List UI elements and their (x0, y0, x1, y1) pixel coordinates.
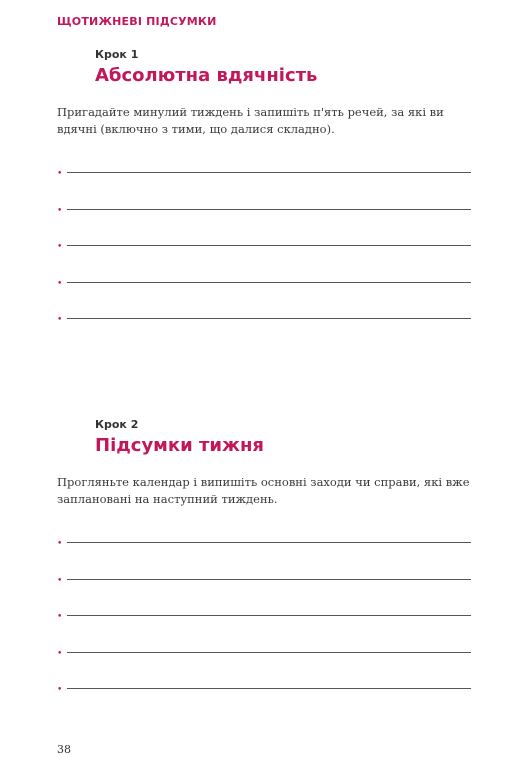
step-instruction: Прогляньте календар і випишіть основні заходи чи справи, які вже заплановані на наступний тиждень. (57, 475, 470, 506)
writing-rule (67, 318, 471, 319)
answer-lines (57, 163, 471, 325)
bullet-icon: • (57, 539, 63, 549)
answer-line[interactable] (57, 616, 471, 659)
answer-line[interactable] (57, 533, 471, 549)
bullet-icon: • (57, 169, 63, 179)
bullet-icon: • (57, 575, 63, 586)
answer-lines (57, 533, 471, 695)
bullet-icon: • (57, 648, 63, 659)
step-instruction: Пригадайте минулий тиждень і запишіть п'ять речей, за які ви вдячні (включно з тими, що далися складно). (57, 105, 444, 136)
answer-line[interactable] (57, 653, 471, 695)
answer-line[interactable] (57, 543, 471, 586)
bullet-icon: • (57, 278, 63, 289)
answer-line[interactable] (57, 283, 471, 325)
answer-line[interactable] (57, 580, 471, 622)
bullet-icon: • (57, 612, 63, 622)
running-header: ЩОТИЖНЕВІ ПІДСУМКИ (57, 15, 217, 28)
answer-line[interactable] (57, 173, 471, 216)
answer-line[interactable] (57, 246, 471, 289)
bullet-icon: • (57, 315, 63, 325)
step-label: Крок 2 (95, 418, 139, 431)
writing-rule (67, 688, 471, 689)
bullet-icon: • (57, 205, 63, 216)
bullet-icon: • (57, 685, 63, 695)
step-1-section (57, 48, 471, 325)
step-title: Підсумки тижня (95, 435, 264, 456)
step-2-section (57, 418, 471, 695)
page-number: 38 (57, 743, 71, 756)
step-label: Крок 1 (95, 48, 139, 61)
answer-line[interactable] (57, 210, 471, 252)
answer-line[interactable] (57, 163, 471, 179)
step-title: Абсолютна вдячність (95, 65, 318, 86)
bullet-icon: • (57, 242, 63, 252)
